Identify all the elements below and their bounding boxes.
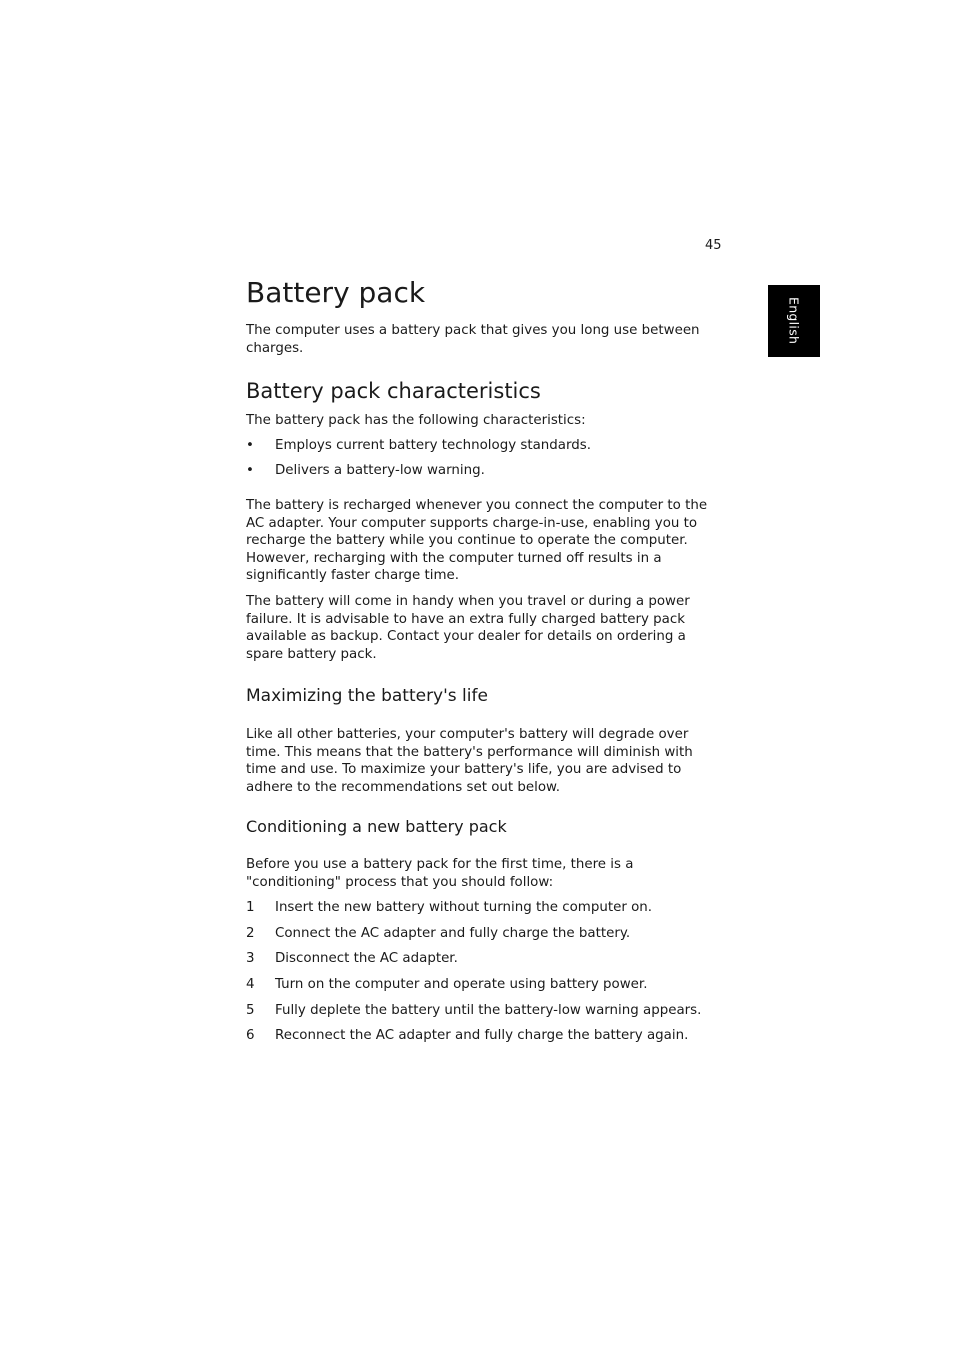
language-tab [768, 285, 820, 357]
section-heading-conditioning: Conditioning a new battery pack [246, 817, 507, 836]
bullet-text: Delivers a battery-low warning. [275, 463, 485, 478]
step-number: 5 [246, 1003, 255, 1018]
conditioning-paragraph: Before you use a battery pack for the first time, there is a "conditioning" process that you should follow: [246, 857, 634, 890]
bullet-marker: • [246, 438, 254, 453]
step-number: 1 [246, 900, 255, 915]
step-text: Connect the AC adapter and fully charge the battery. [275, 926, 631, 941]
bullet-text: Employs current battery technology standards. [275, 438, 592, 453]
step-number: 6 [246, 1028, 255, 1043]
bullet-marker: • [246, 463, 254, 478]
recharge-paragraph: The battery is recharged whenever you connect the computer to the AC adapter. Your computer supports charge-in-use, enabling you to recharge the battery while you continue to operate the computer. However, recharging with the computer turned off results in a significantly faster charge time. [246, 498, 708, 584]
step-number: 2 [246, 926, 255, 941]
step-text: Turn on the computer and operate using battery power. [275, 977, 648, 992]
maximizing-paragraph: Like all other batteries, your computer's battery will degrade over time. This means that the battery's performance will diminish with time and use. To maximize your battery's life, you are advised to adhere to the recommendations set out below. [246, 727, 693, 795]
page-number: 45 [705, 238, 722, 253]
section-heading-maximizing: Maximizing the battery's life [246, 686, 488, 706]
section-heading-characteristics: Battery pack characteristics [246, 379, 541, 403]
step-text: Insert the new battery without turning the computer on. [275, 900, 653, 915]
intro-paragraph: The computer uses a battery pack that gives you long use between charges. [246, 323, 700, 356]
page-title: Battery pack [246, 276, 426, 309]
characteristics-lead: The battery pack has the following characteristics: [246, 413, 586, 428]
step-number: 3 [246, 951, 255, 966]
step-text: Reconnect the AC adapter and fully charge the battery again. [275, 1028, 689, 1043]
language-tab-label: English [786, 297, 802, 345]
step-number: 4 [246, 977, 255, 992]
step-text: Fully deplete the battery until the battery-low warning appears. [275, 1003, 702, 1018]
step-text: Disconnect the AC adapter. [275, 951, 458, 966]
backup-paragraph: The battery will come in handy when you travel or during a power failure. It is advisable to have an extra fully charged battery pack available as backup. Contact your dealer for details on ordering a spare battery pack. [246, 594, 690, 662]
